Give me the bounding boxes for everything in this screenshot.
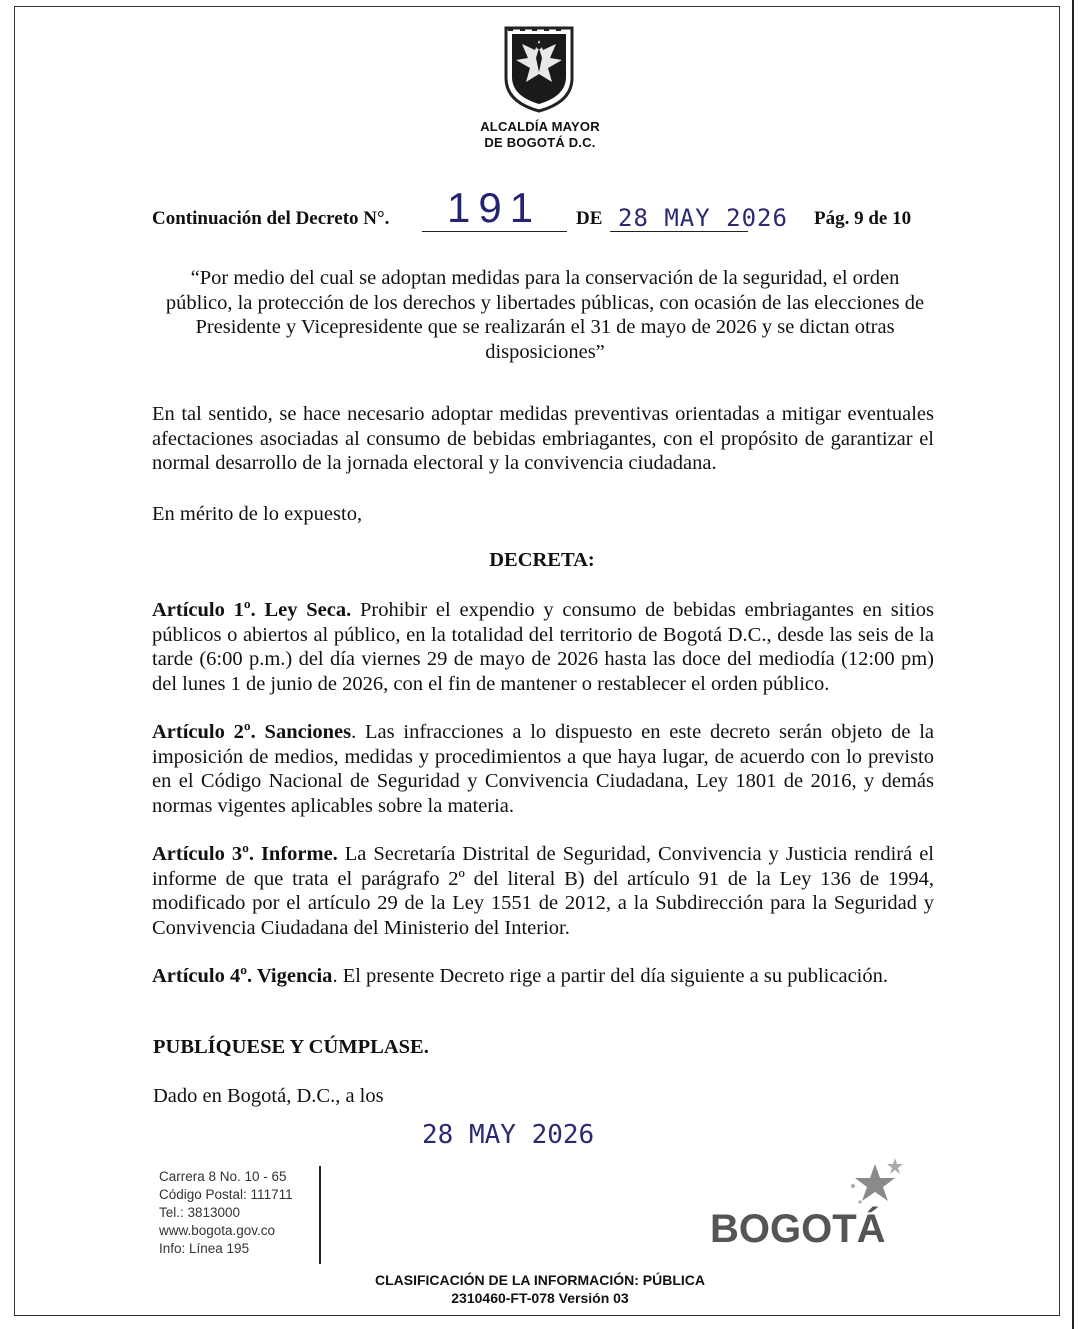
- star-icon: [851, 1158, 903, 1204]
- bogota-logo: [710, 1156, 920, 1256]
- entity-line-1: ALCALDÍA MAYOR: [480, 119, 600, 134]
- address-line: Carrera 8 No. 10 - 65: [159, 1169, 287, 1184]
- form-code-line: 2310460-FT-078 Versión 03: [451, 1290, 629, 1306]
- article-1-text: Prohibir el expendio y consumo de bebidas embriagantes en sitios públicos o abiertos al público, en la totalidad del territorio de Bogotá D.C., desde las seis de la tarde (6:00 p.m.) del día viernes 29 de mayo de 2026 hasta las doce del mediodía (12:00 pm) del lunes 1 de junio de 2026, con el fin de mantener o restablecer el orden público.: [152, 599, 934, 695]
- info-line: Info: Línea 195: [159, 1241, 250, 1256]
- article-1-heading: Artículo 1º. Ley Seca.: [152, 599, 352, 621]
- article-4: [152, 964, 934, 989]
- publiquese-line: PUBLÍQUESE Y CÚMPLASE.: [153, 1036, 429, 1058]
- merito-line: En mérito de lo expuesto,: [152, 503, 363, 525]
- page-number: Pág. 9 de 10: [814, 208, 912, 229]
- signature-date-stamp: 28 MAY 2026: [422, 1120, 595, 1150]
- decree-date-stamp: 28 MAY 2026: [618, 204, 788, 232]
- dado-line: Dado en Bogotá, D.C., a los: [153, 1085, 384, 1107]
- article-2: [152, 720, 934, 818]
- classification-line: CLASIFICACIÓN DE LA INFORMACIÓN: PÚBLICA: [374, 1272, 706, 1288]
- page-edge: [1072, 0, 1074, 1329]
- entity-name: [440, 119, 640, 151]
- decreta-heading: DECRETA:: [489, 549, 595, 571]
- article-3: [152, 842, 934, 940]
- article-4-text: . El presente Decreto rige a partir del día siguiente a su publicación.: [332, 965, 888, 987]
- coat-of-arms-icon: [500, 22, 578, 114]
- decree-title: “Por medio del cual se adoptan medidas para la conservación de la seguridad, el orden público, la protección de los derechos y libertades públicas, con ocasión de las elecciones de Presidente y Vicepresidente que se realizarán el 31 de mayo de 2026 y se dictan otras disposiciones”: [165, 267, 925, 363]
- article-4-heading: Artículo 4º. Vigencia: [152, 965, 333, 987]
- decree-number: 191: [447, 184, 542, 231]
- article-3-heading: Artículo 3º. Informe.: [152, 843, 338, 865]
- decree-label: Continuación del Decreto N°.: [152, 208, 390, 229]
- article-3-text: La Secretaría Distrital de Seguridad, Convivencia y Justicia rendirá el informe de que trata el parágrafo 2º del literal B) del artículo 91 de la Ley 136 de 1994, modificado por el artículo 29 de la Ley 1551 de 2012, a la Subdirección para la Seguridad y Convivencia Ciudadana del Ministerio del Interior.: [152, 843, 934, 939]
- phone-line: Tel.: 3813000: [159, 1205, 241, 1220]
- address-divider: [319, 1166, 321, 1264]
- intro-paragraph: En tal sentido, se hace necesario adoptar medidas preventivas orientadas a mitigar eventuales afectaciones asociadas al consumo de bebidas embriagantes, con el propósito de garantizar el normal desarrollo de la jornada electoral y la convivencia ciudadana.: [152, 403, 934, 474]
- de-label: DE: [576, 208, 603, 229]
- contact-address: [159, 1168, 293, 1258]
- article-2-heading: Artículo 2º. Sanciones: [152, 721, 352, 743]
- article-1: [152, 598, 934, 696]
- decree-header: [152, 184, 932, 238]
- document-footer: [300, 1271, 780, 1307]
- entity-line-2: DE BOGOTÁ D.C.: [484, 135, 596, 150]
- website-line: www.bogota.gov.co: [159, 1223, 276, 1238]
- logo-text: BOGOTÁ: [710, 1207, 886, 1251]
- postal-code-line: Código Postal: 111711: [159, 1187, 293, 1202]
- article-2-text: . Las infracciones a lo dispuesto en este decreto serán objeto de la imposición de medios, medidas y procedimientos a que haya lugar, de acuerdo con lo previsto en el Código Nacional de Seguridad y Convivencia Ciudadana, Ley 1801 de 2016, y demás normas vigentes aplicables sobre la materia.: [152, 721, 934, 817]
